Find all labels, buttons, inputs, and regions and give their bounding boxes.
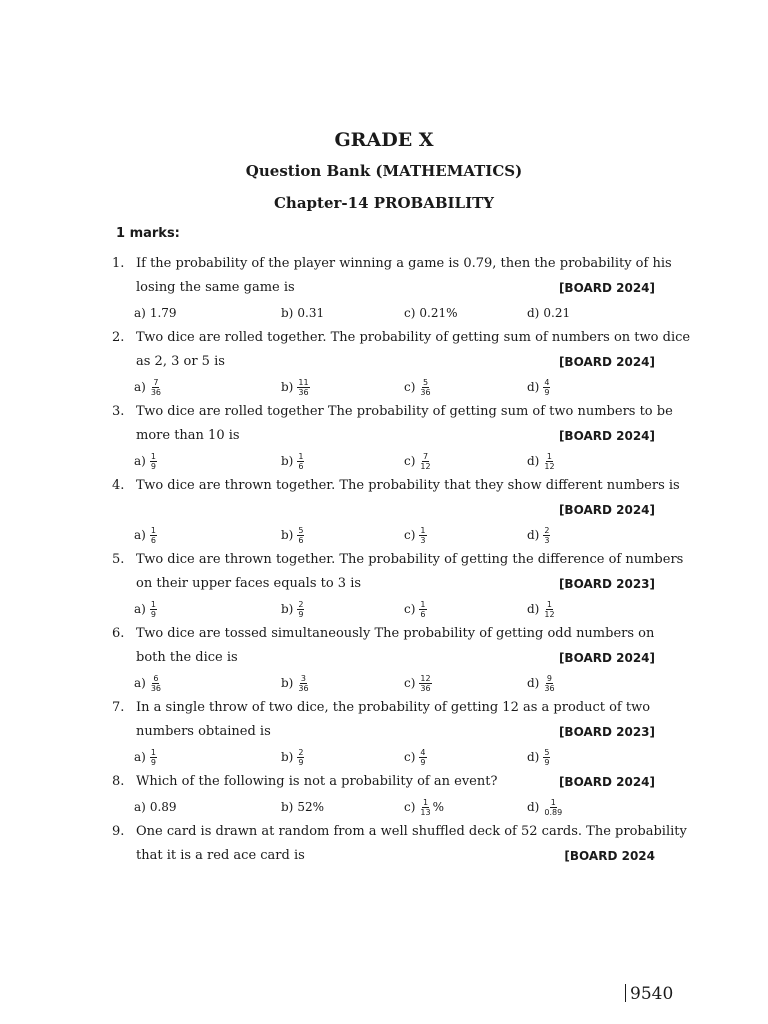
fraction-denominator: 6	[298, 535, 304, 545]
question-number: 5.	[112, 552, 125, 567]
question-text: Two dice are tossed simultaneously The probability of getting odd numbers on	[136, 626, 655, 641]
fraction-denominator: 9	[298, 757, 304, 767]
fraction	[150, 452, 157, 471]
fraction-denominator: 36	[150, 683, 162, 693]
option-label: c)	[404, 454, 416, 468]
page-number-divider	[625, 984, 626, 1002]
fraction-numerator: 11	[298, 377, 309, 387]
fraction	[150, 674, 162, 693]
fraction-numerator: 2	[298, 599, 304, 609]
fraction-denominator: 3	[544, 535, 550, 545]
question-text: on their upper faces equals to 3 is	[136, 576, 362, 591]
option-d[interactable]	[527, 794, 563, 820]
question-line	[112, 350, 657, 374]
option-label: b)	[281, 800, 294, 814]
fraction-denominator: 36	[298, 683, 309, 693]
question-number: 3.	[112, 404, 125, 419]
board-tag: [BOARD 2023]	[558, 577, 655, 591]
fraction	[297, 748, 304, 767]
question-text: Which of the following is not a probability of an event?	[136, 774, 498, 789]
fraction-denominator: 6	[150, 535, 156, 545]
board-tag: [BOARD 2024]	[558, 355, 655, 369]
option-label: a)	[134, 676, 146, 690]
fraction-denominator: 9	[420, 757, 426, 767]
fraction	[150, 748, 157, 767]
question-text: One card is drawn at random from a well shuffled deck of 52 cards. The probability	[136, 824, 687, 839]
fraction	[419, 600, 426, 619]
question-line	[112, 548, 684, 572]
option-label: d)	[527, 800, 540, 814]
fraction-denominator: 6	[420, 609, 426, 619]
fraction	[419, 674, 431, 693]
question-text: both the dice is	[136, 650, 238, 665]
fraction-numerator: 7	[422, 451, 429, 461]
title-block	[0, 125, 768, 218]
option-c[interactable]	[404, 596, 427, 622]
option-b[interactable]	[281, 596, 304, 622]
fraction-denominator: 36	[150, 387, 162, 397]
fraction-numerator: 4	[420, 747, 426, 757]
fraction	[419, 526, 426, 545]
option-d[interactable]	[527, 300, 570, 326]
fraction-numerator: 3	[300, 673, 307, 683]
option-label: d)	[527, 602, 540, 616]
question-item	[112, 820, 687, 868]
question-list	[112, 252, 691, 868]
question-item	[112, 326, 691, 400]
fraction-denominator: 9	[150, 757, 156, 767]
fraction-numerator: 4	[544, 377, 550, 387]
option-label: d)	[527, 306, 540, 320]
fraction-denominator: 0.89	[544, 807, 563, 817]
question-line	[112, 424, 657, 448]
option-value: 0.89	[149, 800, 177, 814]
question-text: If the probability of the player winning a game is 0.79, then the probability of his	[136, 256, 672, 271]
subject-heading: Question Bank (MATHEMATICS)	[245, 162, 523, 180]
option-label: a)	[134, 528, 146, 542]
question-text: numbers obtained is	[136, 724, 271, 739]
option-d[interactable]	[527, 374, 550, 400]
question-item	[112, 622, 657, 696]
fraction-denominator: 12	[544, 609, 555, 619]
fraction-denominator: 9	[150, 609, 156, 619]
fraction	[543, 748, 550, 767]
question-line	[112, 720, 657, 744]
options-row	[112, 670, 657, 696]
fraction	[297, 674, 309, 693]
fraction-numerator: 1	[546, 599, 553, 609]
fraction-numerator: 1	[298, 451, 304, 461]
question-item	[112, 400, 673, 474]
option-suffix: %	[432, 800, 444, 814]
fraction-numerator: 1	[420, 599, 426, 609]
fraction-numerator: 1	[420, 525, 426, 535]
option-label: a)	[134, 454, 146, 468]
question-number: 1.	[112, 256, 125, 271]
option-b[interactable]	[281, 794, 324, 820]
option-label: b)	[281, 602, 294, 616]
option-label: d)	[527, 676, 540, 690]
question-item	[112, 548, 684, 622]
option-label: a)	[134, 800, 146, 814]
question-number: 4.	[112, 478, 125, 493]
option-c[interactable]	[404, 522, 427, 548]
question-item	[112, 474, 680, 548]
question-number: 9.	[112, 824, 125, 839]
fraction	[150, 526, 157, 545]
option-d[interactable]	[527, 448, 556, 474]
page-number	[625, 984, 673, 1004]
fraction	[419, 748, 426, 767]
option-value: 1.79	[149, 306, 177, 320]
fraction-numerator: 5	[544, 747, 550, 757]
fraction-numerator: 5	[422, 377, 429, 387]
question-item	[112, 252, 672, 326]
fraction-numerator: 1	[150, 525, 156, 535]
question-text: In a single throw of two dice, the probability of getting 12 as a product of two	[136, 700, 651, 715]
option-label: c)	[404, 750, 416, 764]
fraction-numerator: 1	[546, 451, 553, 461]
fraction-numerator: 12	[420, 673, 431, 683]
option-label: b)	[281, 528, 294, 542]
option-a[interactable]	[134, 670, 162, 696]
board-tag: [BOARD 2024]	[558, 651, 655, 665]
fraction-denominator: 6	[298, 461, 304, 471]
question-line	[112, 400, 673, 424]
option-a[interactable]	[134, 522, 157, 548]
fraction-denominator: 36	[544, 683, 555, 693]
question-text: Two dice are thrown together. The probability that they show different numbers is	[136, 478, 680, 493]
fraction-numerator: 1	[150, 599, 156, 609]
option-b[interactable]	[281, 744, 304, 770]
fraction	[150, 378, 162, 397]
option-b[interactable]	[281, 374, 310, 400]
fraction	[419, 452, 431, 471]
option-b[interactable]	[281, 448, 304, 474]
fraction	[543, 378, 550, 397]
fraction-numerator: 2	[298, 747, 304, 757]
options-row	[112, 596, 657, 622]
option-d[interactable]	[527, 744, 550, 770]
options-row	[112, 300, 657, 326]
fraction-denominator: 9	[298, 609, 304, 619]
option-a[interactable]	[134, 794, 177, 820]
question-line	[112, 844, 657, 868]
option-d[interactable]	[527, 522, 550, 548]
option-label: d)	[527, 750, 540, 764]
question-number: 2.	[112, 330, 125, 345]
question-line	[112, 820, 687, 844]
fraction-numerator: 1	[422, 797, 429, 807]
question-line	[112, 474, 680, 498]
option-a[interactable]	[134, 448, 157, 474]
option-label: b)	[281, 750, 294, 764]
fraction	[419, 798, 431, 817]
question-line	[112, 498, 657, 522]
option-c[interactable]	[404, 374, 432, 400]
option-label: a)	[134, 306, 146, 320]
options-row	[112, 448, 657, 474]
fraction-denominator: 9	[544, 757, 550, 767]
fraction-denominator: 12	[544, 461, 555, 471]
board-tag: [BOARD 2024]	[558, 503, 655, 517]
question-text: Two dice are thrown together. The probability of getting the difference of numbers	[136, 552, 684, 567]
fraction	[150, 600, 157, 619]
option-c[interactable]	[404, 448, 432, 474]
board-tag: [BOARD 2024]	[558, 775, 655, 789]
question-line	[112, 276, 657, 300]
board-tag: [BOARD 2024]	[558, 429, 655, 443]
fraction	[419, 378, 431, 397]
option-label: c)	[404, 306, 416, 320]
fraction-numerator: 7	[153, 377, 159, 387]
fraction-denominator: 9	[150, 461, 156, 471]
option-c[interactable]	[404, 794, 444, 820]
option-label: c)	[404, 800, 416, 814]
fraction	[543, 452, 555, 471]
fraction	[297, 600, 304, 619]
fraction-denominator: 13	[420, 807, 431, 817]
fraction-numerator: 1	[550, 797, 556, 807]
option-d[interactable]	[527, 670, 556, 696]
option-label: b)	[281, 306, 294, 320]
chapter-heading: Chapter-14 PROBABILITY	[273, 194, 494, 212]
fraction	[297, 452, 304, 471]
option-b[interactable]	[281, 300, 324, 326]
fraction	[543, 798, 563, 817]
question-line	[112, 696, 657, 720]
option-b[interactable]	[281, 670, 310, 696]
option-label: c)	[404, 602, 416, 616]
fraction-numerator: 6	[153, 673, 159, 683]
option-value: 0.21	[543, 306, 571, 320]
fraction-denominator: 12	[420, 461, 431, 471]
question-line	[112, 252, 672, 276]
option-value: 52%	[297, 800, 325, 814]
option-value: 0.31	[297, 306, 325, 320]
option-b[interactable]	[281, 522, 304, 548]
question-text: more than 10 is	[136, 428, 240, 443]
fraction-numerator: 9	[546, 673, 553, 683]
option-label: c)	[404, 676, 416, 690]
fraction	[543, 674, 555, 693]
fraction-numerator: 1	[150, 451, 156, 461]
option-a[interactable]	[134, 744, 157, 770]
option-value: 0.21%	[419, 306, 458, 320]
option-c[interactable]	[404, 300, 458, 326]
option-c[interactable]	[404, 744, 427, 770]
page-number-text: 9540	[630, 984, 674, 1004]
fraction	[297, 526, 304, 545]
question-text: that it is a red ace card is	[136, 848, 305, 863]
option-label: a)	[134, 380, 146, 394]
question-text: Two dice are rolled together. The probability of getting sum of numbers on two dice	[136, 330, 691, 345]
question-number: 8.	[112, 774, 125, 789]
question-line	[112, 770, 657, 794]
option-label: b)	[281, 380, 294, 394]
option-label: a)	[134, 602, 146, 616]
question-line	[112, 326, 691, 350]
option-a[interactable]	[134, 596, 157, 622]
options-row	[112, 522, 657, 548]
fraction-numerator: 2	[544, 525, 550, 535]
option-d[interactable]	[527, 596, 556, 622]
option-label: d)	[527, 528, 540, 542]
options-row	[112, 744, 657, 770]
fraction-denominator: 36	[298, 387, 309, 397]
option-label: b)	[281, 454, 294, 468]
option-c[interactable]	[404, 670, 432, 696]
question-text: as 2, 3 or 5 is	[136, 354, 225, 369]
fraction-denominator: 36	[420, 683, 431, 693]
option-label: d)	[527, 454, 540, 468]
question-text: losing the same game is	[136, 280, 295, 295]
fraction-denominator: 9	[544, 387, 550, 397]
option-label: d)	[527, 380, 540, 394]
fraction-numerator: 1	[150, 747, 156, 757]
fraction	[297, 378, 309, 397]
fraction-denominator: 36	[420, 387, 431, 397]
question-text: Two dice are rolled together The probability of getting sum of two numbers to be	[136, 404, 673, 419]
fraction	[543, 600, 555, 619]
question-item	[112, 770, 657, 820]
question-line	[112, 622, 657, 646]
option-label: c)	[404, 528, 416, 542]
board-tag: [BOARD 2024	[564, 849, 655, 863]
option-a[interactable]	[134, 300, 177, 326]
fraction-denominator: 3	[420, 535, 426, 545]
grade-heading: GRADE X	[334, 129, 434, 151]
fraction	[543, 526, 550, 545]
option-label: b)	[281, 676, 294, 690]
board-tag: [BOARD 2024]	[558, 281, 655, 295]
option-a[interactable]	[134, 374, 162, 400]
option-label: a)	[134, 750, 146, 764]
section-label: 1 marks:	[116, 226, 180, 241]
options-row	[112, 374, 657, 400]
question-item	[112, 696, 657, 770]
question-line	[112, 646, 657, 670]
option-label: c)	[404, 380, 416, 394]
question-line	[112, 572, 657, 596]
board-tag: [BOARD 2023]	[558, 725, 655, 739]
question-number: 7.	[112, 700, 125, 715]
fraction-numerator: 5	[298, 525, 304, 535]
question-number: 6.	[112, 626, 125, 641]
options-row	[112, 794, 657, 820]
